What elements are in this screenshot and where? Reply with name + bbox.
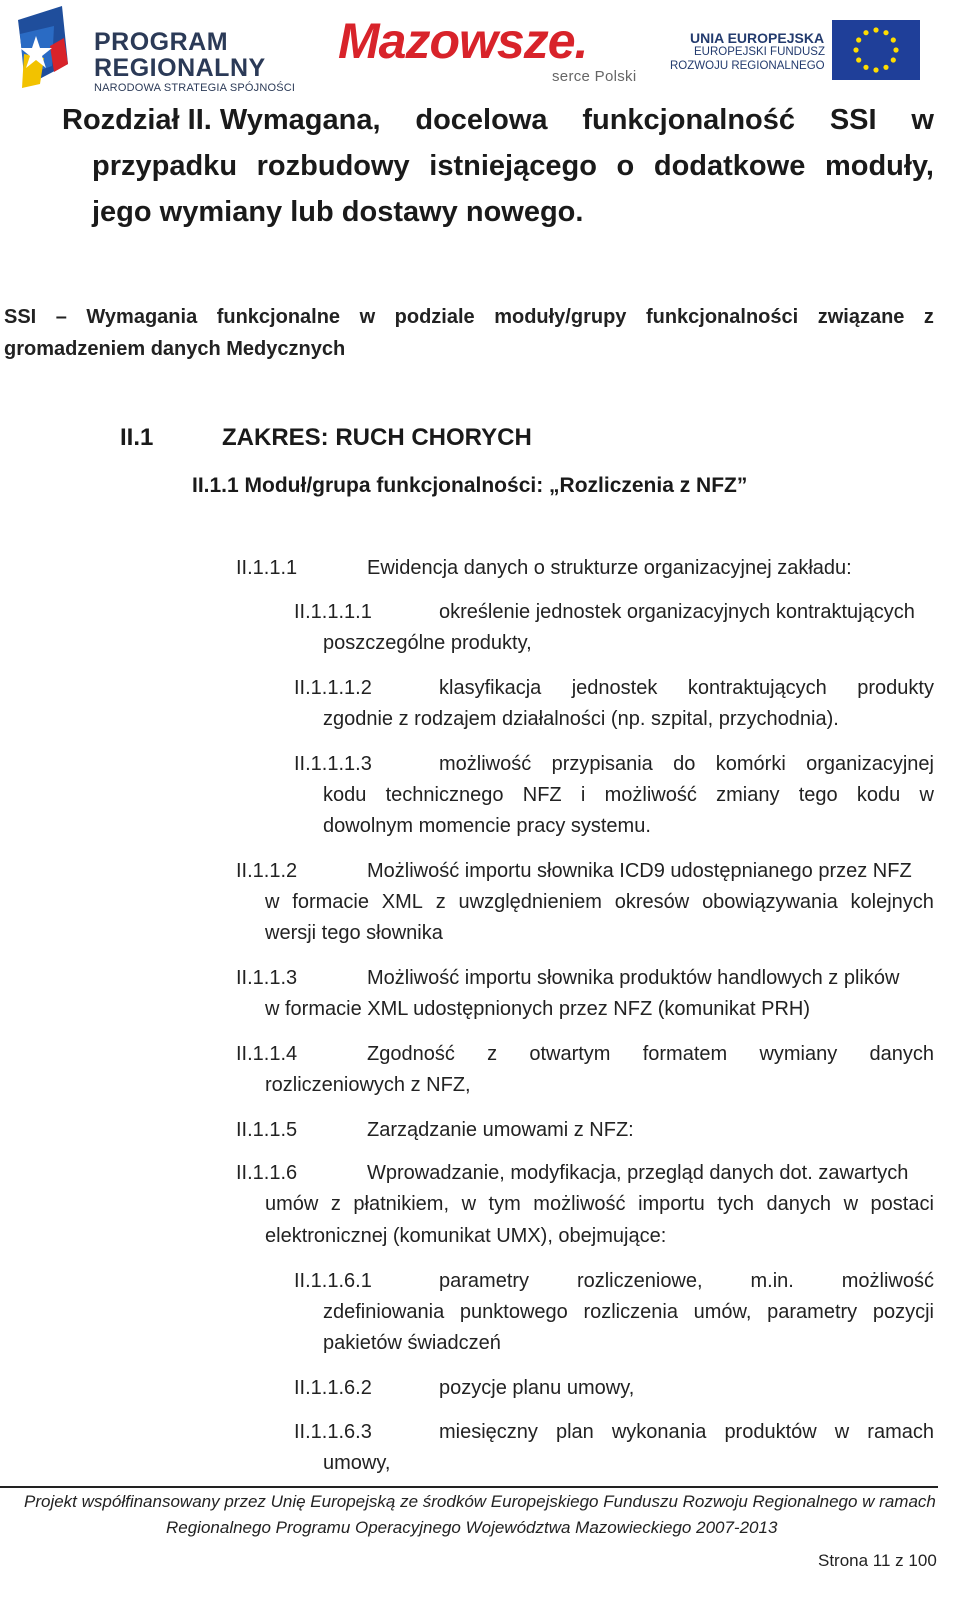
chapter-word: rozbudowy (256, 150, 410, 182)
item-word: umów (265, 1193, 319, 1215)
item-word: Zgodność (367, 1043, 455, 1065)
mazowsze-logo-word: Mazowsze. (338, 13, 588, 69)
item-word: tym (488, 1193, 521, 1215)
item-number: II.1.1.1 (236, 557, 298, 579)
item-word: uwzględnieniem (458, 891, 602, 913)
item-number: II.1.1.1.1 (294, 601, 372, 623)
intro-word: związane (817, 306, 905, 328)
chapter-heading-line3: jego wymiany lub dostawy nowego. (92, 196, 584, 228)
item-text: Ewidencja danych o strukturze organizacyjnej zakładu: (367, 557, 852, 579)
item-text (439, 753, 934, 776)
item-word: okresów (614, 891, 690, 913)
footer-line2: Regionalnego Programu Operacyjnego Województwa Mazowieckiego 2007-2013 (166, 1518, 778, 1537)
chapter-heading-line1 (62, 104, 934, 137)
item-text: pozycje planu umowy, (439, 1377, 635, 1399)
program-regionalny-logo (14, 6, 299, 96)
item-text-cont (323, 1301, 934, 1324)
intro-word: w (359, 306, 376, 328)
intro-word: moduły/grupy (494, 306, 627, 328)
item-text-cont: pakietów świadczeń (323, 1332, 501, 1354)
item-word: możliwość (533, 1193, 626, 1215)
item-number: II.1.1.1.2 (294, 677, 372, 699)
eu-logo-line3: ROZWOJU REGIONALNEGO (670, 60, 825, 72)
item-word: z (487, 1043, 498, 1065)
intro-line2: gromadzeniem danych Medycznych (4, 338, 346, 360)
item-text-cont: w formacie XML udostępnionych przez NFZ (komunikat PRH) (265, 998, 810, 1020)
item-word: produkty (857, 677, 934, 699)
item-text-cont: umowy, (323, 1452, 391, 1474)
item-text-cont: zgodnie z rodzajem działalności (np. szpital, przychodnia). (323, 708, 839, 730)
item-word: możliwość (841, 1270, 934, 1292)
item-word: plan (555, 1421, 594, 1443)
item-word: z (435, 891, 446, 913)
mazowsze-logo (338, 12, 638, 92)
item-word: w (843, 1193, 859, 1215)
item-word: klasyfikacja (439, 677, 542, 699)
item-word: parametry (767, 1301, 858, 1323)
item-word: rozliczeniowe, (576, 1270, 703, 1292)
intro-word: SSI (4, 306, 37, 328)
eu-logo-line2: EUROPEJSKI FUNDUSZ (694, 46, 825, 58)
mazowsze-logo-tagline: serce Polski (552, 68, 637, 85)
item-text (367, 1043, 934, 1066)
item-text: Możliwość importu słownika ICD9 udostępnianego przez NFZ (367, 860, 912, 882)
item-word: kolejnych (850, 891, 934, 913)
item-text (439, 677, 934, 700)
item-text-cont: poszczególne produkty, (323, 632, 532, 654)
item-word: danych (869, 1043, 934, 1065)
chapter-word: SSI (829, 104, 877, 136)
item-word: postaci (870, 1193, 934, 1215)
item-word: w (834, 1421, 850, 1443)
chapter-word: o (616, 150, 635, 182)
chapter-word: moduły, (824, 150, 934, 182)
intro-word: funkcjonalności (645, 306, 799, 328)
item-word: komórki (715, 753, 786, 775)
item-word: formacie (292, 891, 369, 913)
item-text (439, 1270, 934, 1293)
item-word: technicznego (385, 784, 504, 806)
item-word: zmiany (716, 784, 780, 806)
item-number: II.1.1.3 (236, 967, 298, 989)
item-word: umów, (693, 1301, 752, 1323)
item-word: miesięczny (439, 1421, 538, 1443)
intro-word: Wymagania (86, 306, 198, 328)
item-text-cont: rozliczeniowych z NFZ, (265, 1074, 471, 1096)
item-text-cont: elektronicznej (komunikat UMX), obejmujące: (265, 1225, 667, 1247)
item-word: rozliczenia (583, 1301, 678, 1323)
item-word: punktowego (459, 1301, 568, 1323)
item-word: możliwość (604, 784, 697, 806)
item-word: możliwość (439, 753, 532, 775)
intro-word: podziale (394, 306, 475, 328)
item-word: zdefiniowania (323, 1301, 445, 1323)
item-word: m.in. (750, 1270, 794, 1292)
page-number: Strona 11 z 100 (818, 1551, 937, 1570)
item-word: wymiany (759, 1043, 838, 1065)
item-text: Możliwość importu słownika produktów handlowych z plików (367, 967, 900, 989)
chapter-word: dodatkowe (653, 150, 806, 182)
item-word: wykonania (611, 1421, 707, 1443)
item-word: NFZ (522, 784, 562, 806)
section-title: ZAKRES: RUCH CHORYCH (222, 424, 532, 451)
intro-word: z (923, 306, 934, 328)
program-regionalny-emblem-icon (14, 6, 86, 96)
chapter-word: w (911, 104, 934, 136)
footer-line1: Projekt współfinansowany przez Unię Europejską ze środków Europejskiego Funduszu Rozwoju Regionalnego w ramach (24, 1492, 936, 1511)
item-word: parametry (439, 1270, 530, 1292)
item-text-cont: wersji tego słownika (265, 922, 443, 944)
chapter-word: Rozdział II. Wymagana, (62, 104, 381, 136)
chapter-word: przypadku (92, 150, 238, 182)
item-word: do (673, 753, 696, 775)
item-word: w (265, 891, 280, 913)
item-number: II.1.1.2 (236, 860, 298, 882)
item-number: II.1.1.1.3 (294, 753, 372, 775)
item-word: otwartym (529, 1043, 611, 1065)
item-word: ramach (867, 1421, 934, 1443)
item-word: importu (638, 1193, 705, 1215)
program-logo-line3: NARODOWA STRATEGIA SPÓJNOŚCI (94, 82, 296, 94)
eu-logo (670, 18, 924, 88)
program-logo-line2: REGIONALNY (94, 54, 266, 82)
section-number: II.1 (120, 424, 154, 451)
eu-logo-line1: UNIA EUROPEJSKA (690, 30, 825, 46)
item-number: II.1.1.6.3 (294, 1421, 372, 1443)
item-word: produktów (724, 1421, 817, 1443)
item-text-cont (323, 784, 934, 807)
item-number: II.1.1.4 (236, 1043, 298, 1065)
footer-divider (0, 1486, 938, 1488)
item-number: II.1.1.6.1 (294, 1270, 372, 1292)
intro-word: funkcjonalne (216, 306, 341, 328)
chapter-word: istniejącego (429, 150, 597, 182)
intro-word: – (55, 306, 67, 328)
item-word: XML (381, 891, 423, 913)
item-text: określenie jednostek organizacyjnych kontraktujących (439, 601, 915, 623)
item-word: płatnikiem, (353, 1193, 450, 1215)
eu-flag-icon (832, 20, 920, 80)
program-logo-line1: PROGRAM (94, 28, 229, 56)
item-word: w (461, 1193, 477, 1215)
item-word: tego (798, 784, 838, 806)
item-word: formatem (642, 1043, 728, 1065)
item-word: danych (766, 1193, 832, 1215)
item-word: z (330, 1193, 341, 1215)
item-word: obowiązywania (702, 891, 838, 913)
item-text-cont (265, 1193, 934, 1216)
item-text: Zarządzanie umowami z NFZ: (367, 1119, 634, 1141)
subsection-heading: II.1.1 Moduł/grupa funkcjonalności: „Rozliczenia z NFZ” (192, 474, 748, 497)
item-word: przypisania (551, 753, 653, 775)
item-word: jednostek (571, 677, 658, 699)
item-text-cont: dowolnym momencie pracy systemu. (323, 815, 651, 837)
item-number: II.1.1.6 (236, 1162, 298, 1184)
item-text (439, 1421, 934, 1444)
item-word: pozycji (872, 1301, 934, 1323)
item-word: organizacyjnej (806, 753, 934, 775)
item-word: kontraktujących (687, 677, 827, 699)
chapter-word: funkcjonalność (582, 104, 796, 136)
item-word: i (580, 784, 586, 806)
header-logos (0, 0, 960, 100)
chapter-heading-line2 (92, 150, 934, 183)
intro-line1 (4, 306, 934, 329)
item-text-cont (265, 891, 934, 914)
chapter-word: docelowa (415, 104, 548, 136)
item-number: II.1.1.5 (236, 1119, 298, 1141)
item-word: kodu (323, 784, 367, 806)
item-word: kodu (856, 784, 901, 806)
item-number: II.1.1.6.2 (294, 1377, 372, 1399)
item-text: Wprowadzanie, modyfikacja, przegląd danych dot. zawartych (367, 1162, 909, 1184)
item-word: w (919, 784, 934, 806)
item-word: tych (717, 1193, 754, 1215)
